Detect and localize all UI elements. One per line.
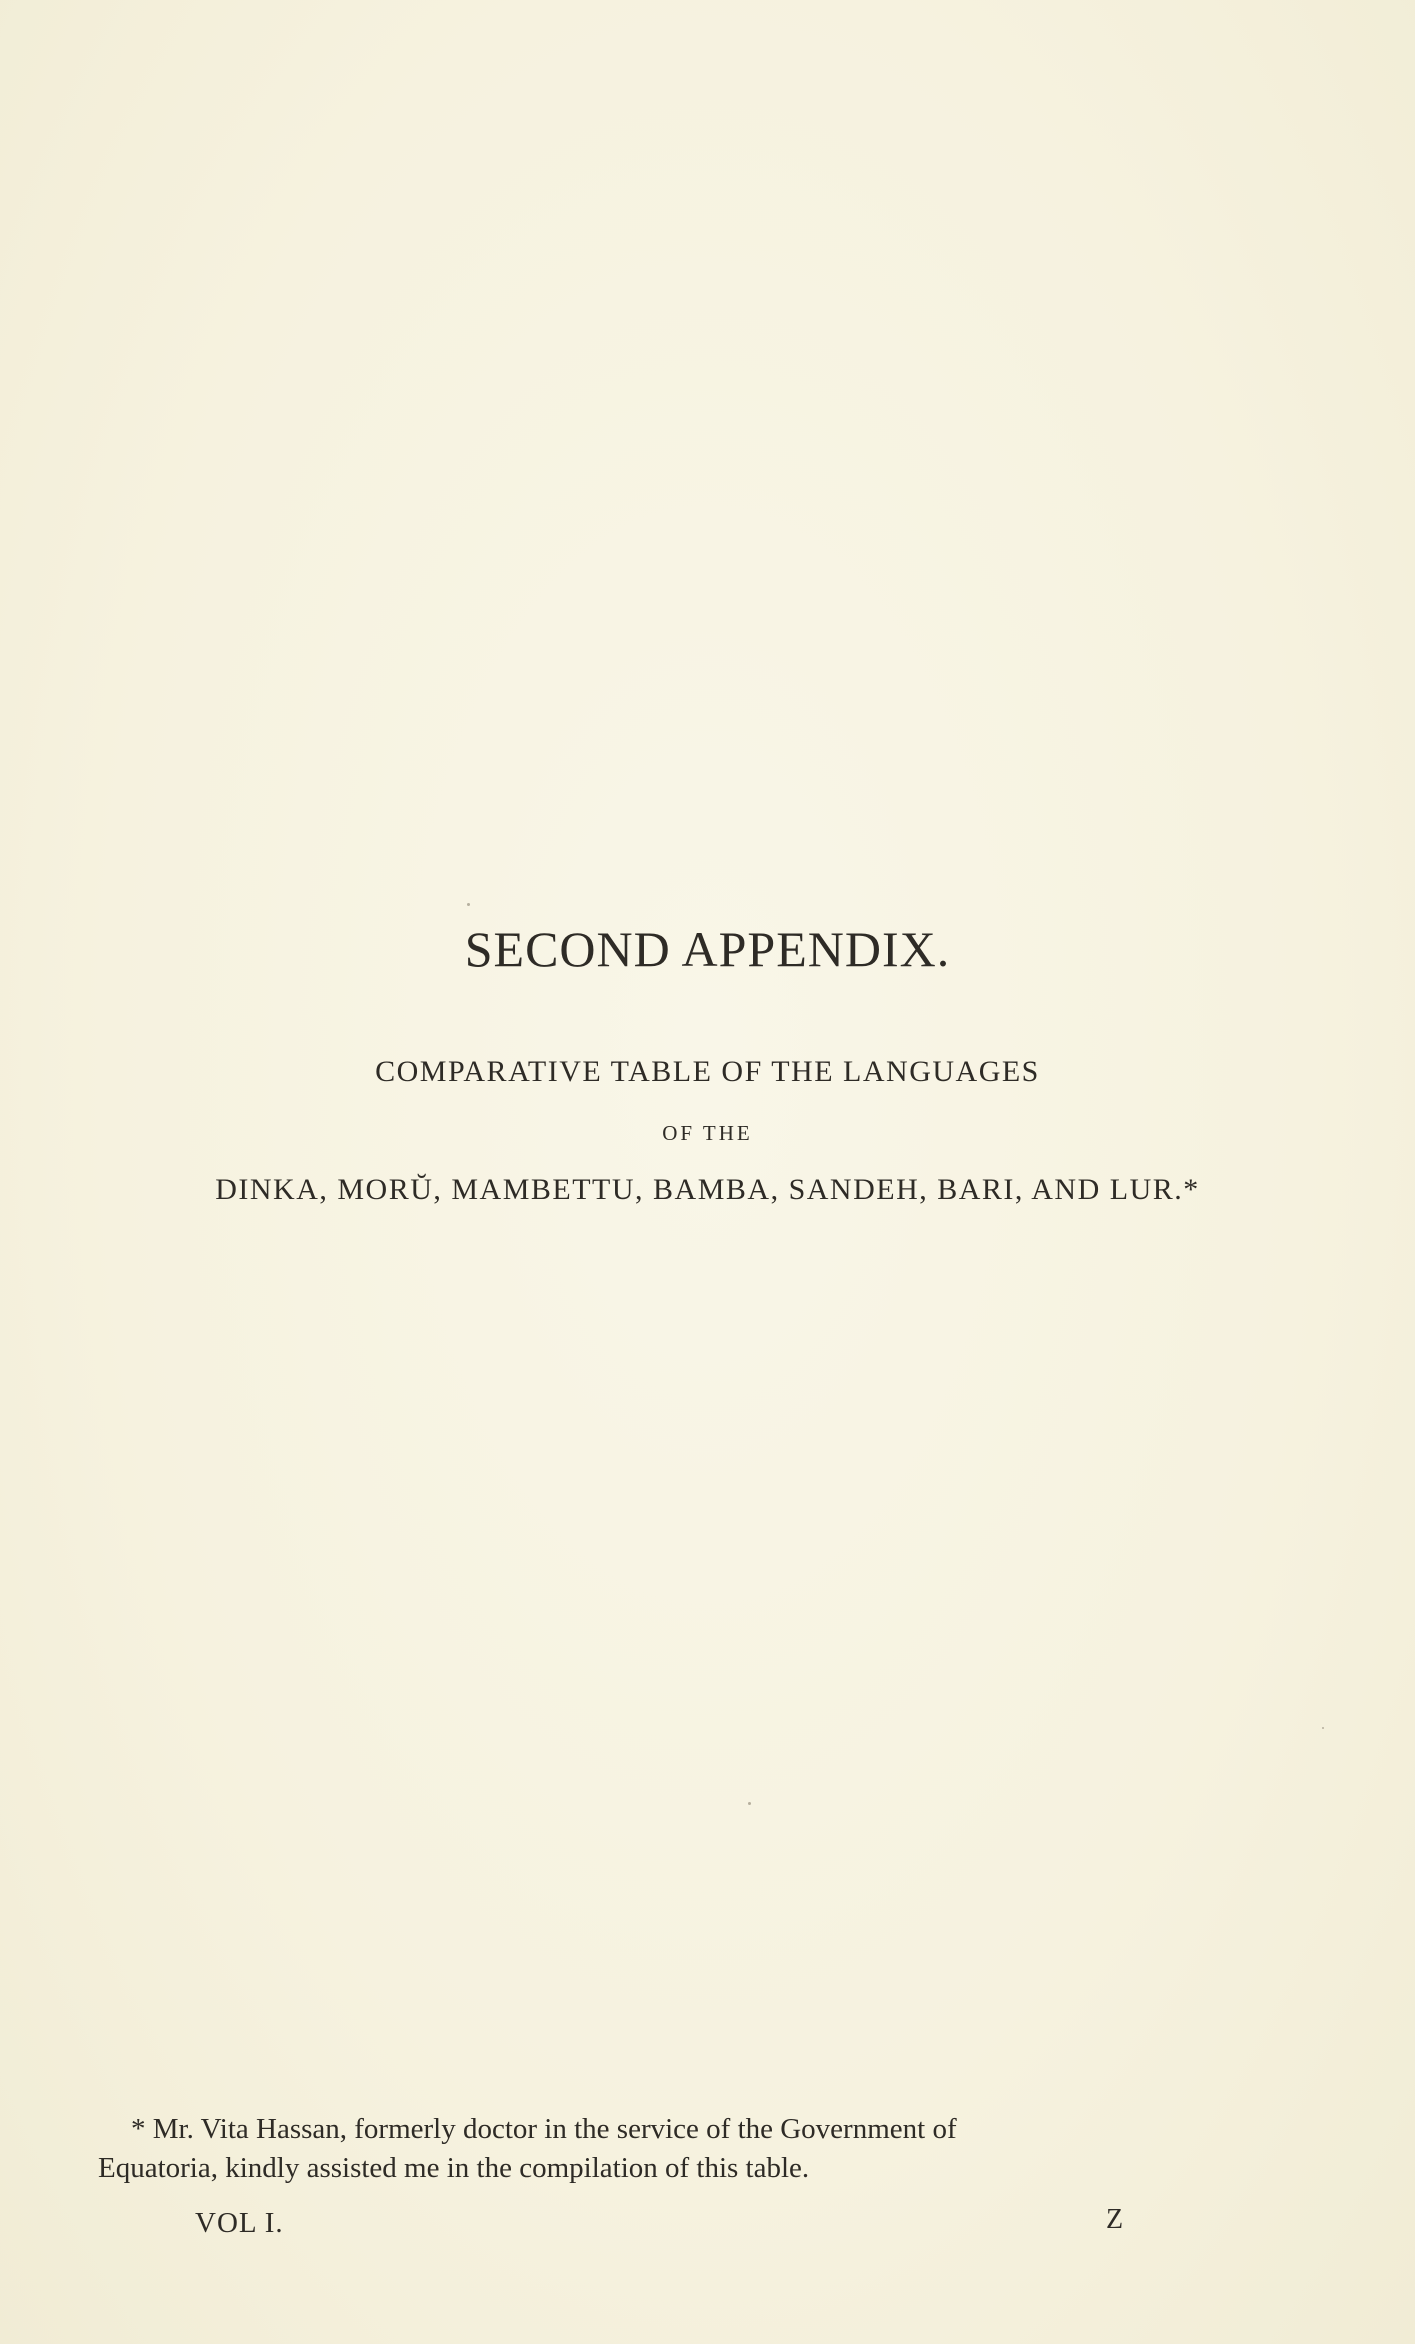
languages-list: DINKA, MORŬ, MAMBETTU, BAMBA, SANDEH, BARI, AND LUR.* — [215, 1173, 1200, 1206]
volume-signature: VOL I. — [195, 2207, 284, 2239]
paper-speck — [1322, 1727, 1324, 1729]
footnote-line-2: Equatoria, kindly assisted me in the compilation of this table. — [98, 2152, 810, 2184]
paper-speck — [748, 1802, 751, 1805]
table-subtitle: COMPARATIVE TABLE OF THE LANGUAGES — [375, 1055, 1040, 1088]
appendix-title: SECOND APPENDIX. — [464, 921, 951, 977]
paper-speck — [467, 903, 470, 906]
signature-mark: Z — [1106, 2204, 1124, 2235]
footnote-line-1: * Mr. Vita Hassan, formerly doctor in the service of the Government of — [131, 2113, 957, 2145]
footnote — [98, 2110, 1298, 2188]
subtitle-connector: OF THE — [662, 1121, 753, 1145]
